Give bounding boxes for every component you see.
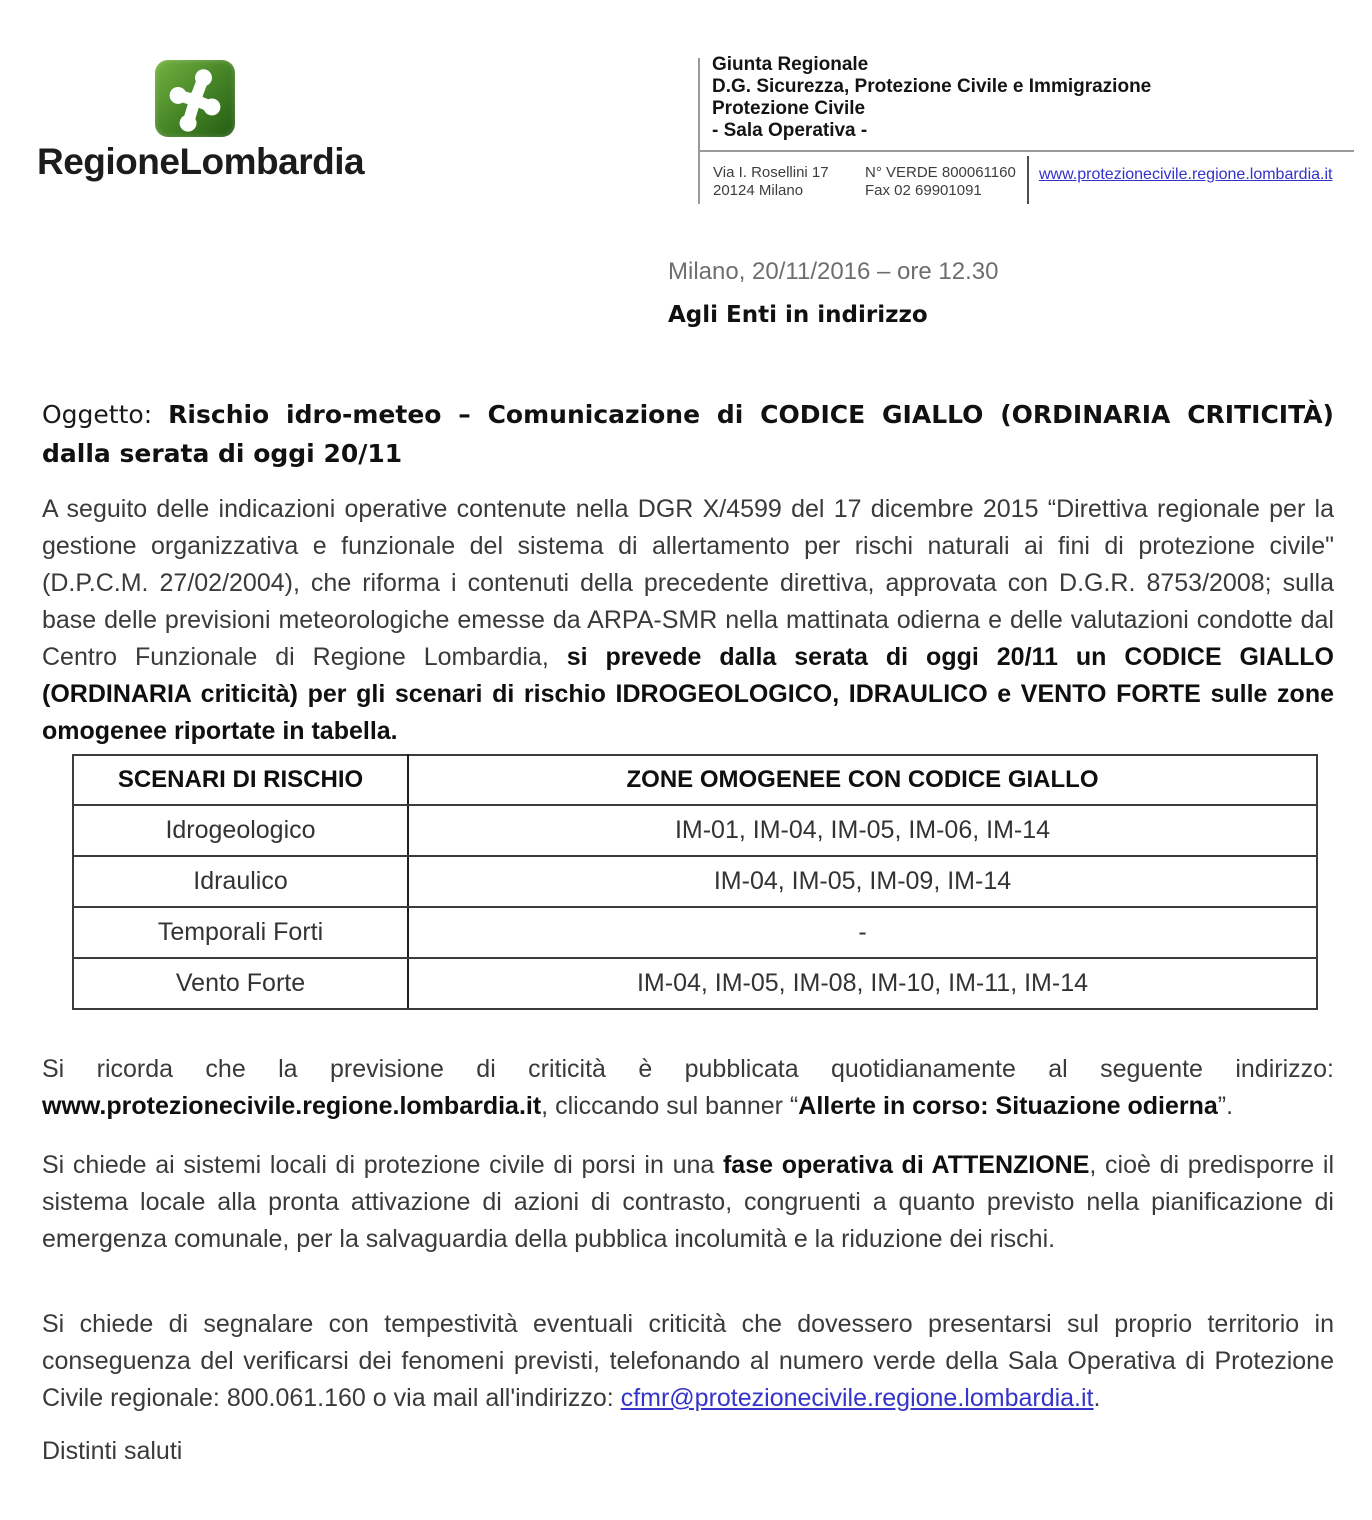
website-link[interactable]: www.protezionecivile.regione.lombardia.it xyxy=(1039,166,1333,183)
toll-free-number: N° VERDE 800061160 xyxy=(865,164,1016,181)
p4-regular-1: Si chiede di segnalare con tempestività eventuali criticità che dovessero presentarsi sul proprio territorio in conseguenza del verificarsi dei fenomeni previsti, telefonando al numero verde della Sala Operativa di Protezione Civile regionale: 800.061.160 o via mail all'indirizzo: xyxy=(42,1310,1334,1412)
scenario-temporali-forti: Temporali Forti xyxy=(73,907,408,958)
table-row xyxy=(73,856,1317,907)
p2-regular-1: Si ricorda che la previsione di criticità è pubblicata quotidianamente al seguente indirizzo: xyxy=(42,1055,1334,1083)
p3-regular-1: Si chiede ai sistemi locali di protezione civile di porsi in una xyxy=(42,1151,723,1179)
org-line-2: D.G. Sicurezza, Protezione Civile e Immigrazione xyxy=(712,76,1152,97)
letterhead-horizontal-rule xyxy=(698,150,1354,152)
p2-bold-url: www.protezionecivile.regione.lombardia.it xyxy=(42,1092,542,1120)
p4-regular-2: . xyxy=(1093,1384,1101,1412)
zones-vento-forte: IM-04, IM-05, IM-08, IM-10, IM-11, IM-14 xyxy=(408,958,1317,1009)
paragraph-premise xyxy=(42,491,1334,750)
p1-bold-forecast: si prevede dalla serata di oggi 20/11 un CODICE GIALLO (ORDINARIA criticità) per gli scenari di rischio IDROGEOLOGICO, IDRAULICO e VENTO FORTE sulle zone omogenee riportate in tabella. xyxy=(42,643,1334,745)
logo-wordmark: RegioneLombardia xyxy=(37,141,365,182)
scenario-vento-forte: Vento Forte xyxy=(73,958,408,1009)
zones-temporali-forti: - xyxy=(408,907,1317,958)
closing-salutation: Distinti saluti xyxy=(42,1437,183,1465)
zones-idrogeologico: IM-01, IM-04, IM-05, IM-06, IM-14 xyxy=(408,805,1317,856)
org-line-4: - Sala Operativa - xyxy=(712,120,868,141)
address-city: 20124 Milano xyxy=(713,182,804,199)
header-zone: ZONE OMOGENEE CON CODICE GIALLO xyxy=(408,755,1317,805)
table-header-row xyxy=(73,755,1317,805)
subject-line xyxy=(42,395,1334,473)
p1-regular: A seguito delle indicazioni operative contenute nella DGR X/4599 del 17 dicembre 2015 “Direttiva regionale per la gestione organizzativa e funzionale del sistema di allertamento per rischi naturali ai fini di protezione civile" (D.P.C.M. 27/02/2004), che riforma i contenuti della precedente direttiva, approvata con D.G.R. 8753/2008; sulla base delle previsioni meteorologiche emesse da ARPA-SMR nella mattinata odierna e delle valutazioni condotte dal Centro Funzionale di Regione Lombardia, xyxy=(42,495,1334,671)
org-line-3: Protezione Civile xyxy=(712,98,866,119)
dateline: Milano, 20/11/2016 – ore 12.30 xyxy=(668,258,999,285)
table-row xyxy=(73,805,1317,856)
p3-regular-2: , cioè di predisporre il sistema locale alla pronta attivazione di azioni di contrasto, congruenti a quanto previsto nella pianificazione di emergenza comunale, per la salvaguardia della pubblica incolumità e la riduzione dei rischi. xyxy=(42,1151,1334,1253)
org-block xyxy=(712,54,1151,142)
subject-label: Oggetto: xyxy=(42,400,169,429)
zones-idraulico: IM-04, IM-05, IM-09, IM-14 xyxy=(408,856,1317,907)
p2-bold-banner: Allerte in corso: Situazione odierna xyxy=(798,1092,1218,1120)
recipient-line: Agli Enti in indirizzo xyxy=(668,302,928,328)
email-link[interactable]: cfmr@protezionecivile.regione.lombardia.it xyxy=(620,1384,1094,1412)
address-block xyxy=(713,164,829,200)
paragraph-operational-phase xyxy=(42,1147,1334,1258)
risk-scenarios-table xyxy=(72,754,1318,1010)
letterhead-vertical-rule xyxy=(698,58,700,204)
fax-number: Fax 02 69901091 xyxy=(865,182,982,199)
subject-text: Rischio idro-meteo – Comunicazione di CODICE GIALLO (ORDINARIA CRITICITÀ) dalla serata di oggi 20/11 xyxy=(42,400,1334,468)
rosa-camuna-icon xyxy=(155,60,235,137)
scenario-idraulico: Idraulico xyxy=(73,856,408,907)
paragraph-reporting xyxy=(42,1306,1334,1417)
org-line-1: Giunta Regionale xyxy=(712,54,869,75)
header-scenari: SCENARI DI RISCHIO xyxy=(73,755,408,805)
p2-regular-3: ”. xyxy=(1217,1092,1234,1120)
table-row xyxy=(73,958,1317,1009)
paragraph-reminder xyxy=(42,1051,1334,1125)
table-row xyxy=(73,907,1317,958)
scenario-idrogeologico: Idrogeologico xyxy=(73,805,408,856)
phone-block xyxy=(865,164,1016,200)
contact-divider-rule xyxy=(1027,156,1029,204)
p2-regular-2: , cliccando sul banner “ xyxy=(541,1092,799,1120)
p3-bold-attenzione: fase operativa di ATTENZIONE xyxy=(722,1151,1090,1179)
address-street: Via I. Rosellini 17 xyxy=(713,164,829,181)
